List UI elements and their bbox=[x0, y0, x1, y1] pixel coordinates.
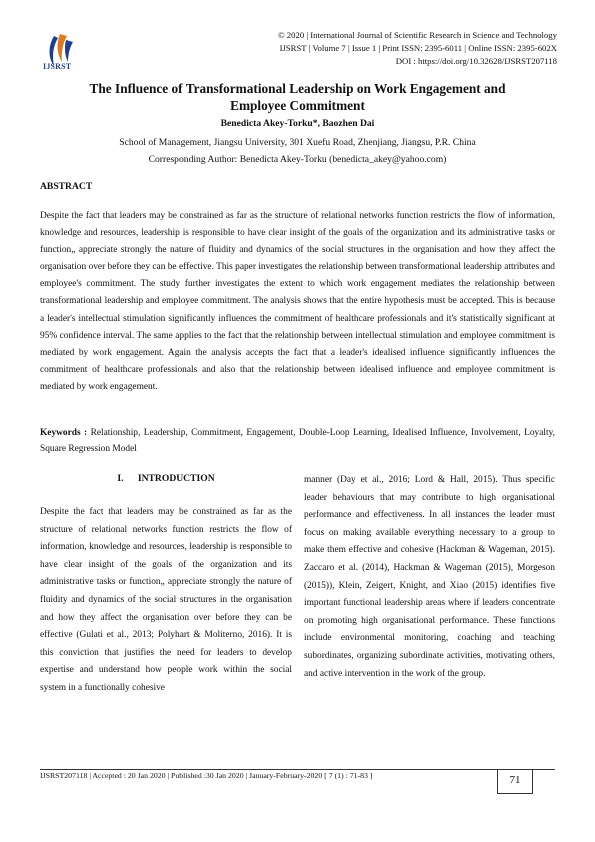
keywords-label: Keywords : bbox=[40, 428, 88, 438]
authors: Benedicta Akey-Torku*, Baozhen Dai bbox=[220, 118, 375, 129]
logo-text: IJSRST bbox=[43, 62, 72, 71]
keywords bbox=[40, 425, 555, 457]
intro-paragraph-left: Despite the fact that leaders may be constrained as far as the structure of relational networks function restricts the flow of information, knowledge and resources, leadership is responsible to have clear insight of the goals of the organization and its administrative tasks or function„ appreciate strongly the nature of fluidity and dynamics of the social structures in the organisation and how they affect the organisation over before they can be effective (Gulati et al., 2013; Polyhart & Moliterno, 2016). It is this conviction that justifies the need for leaders to develop expertise and understand how people work within the social system in a functionally cohesive bbox=[40, 507, 292, 693]
left-column bbox=[40, 472, 292, 698]
intro-paragraph-right: manner (Day et al., 2016; Lord & Hall, 2015). Thus specific leader behaviours that may contribute to high organisational performance and effectiveness. In all instances the leader must focus on making available everything necessary to a group to make them effective and cohesive (Hackman & Wageman, 2015). Zaccaro et al. (2014), Hackman & Wageman (2015), Morgeson (2015)), Klein, Zeigert, Knight, and Xiao (2015) identifies five important functional leadership areas where if leaders concentrate on promoting high organisational performance. These functions include environmental monitoring, coaching and teaching subordinates, organizing subordinate activities, motivating others, and active intervention in the work of the group. bbox=[304, 475, 555, 679]
issn-line: IJSRST | Volume 7 | Issue 1 | Print ISSN: 2395-6011 | Online ISSN: 2395-602X bbox=[279, 43, 557, 53]
paper-title bbox=[40, 80, 555, 114]
title-line-1: The Influence of Transformational Leadership on Work Engagement and bbox=[89, 81, 506, 96]
footer-citation: IJSRST207118 | Accepted : 20 Jan 2020 | Published :30 Jan 2020 | January-February-2020 [ 7 (1) : 71-83 ] bbox=[40, 771, 373, 780]
right-column bbox=[304, 472, 555, 683]
affiliation-block bbox=[40, 134, 555, 168]
title-line-2: Employee Commitment bbox=[230, 98, 365, 113]
abstract-text: Despite the fact that leaders may be constrained as far as the structure of relational networks function restricts the flow of information, knowledge and resources, leadership is responsible to have clear insight of the goals of the organization and its administrative tasks or function„ appreciate strongly the nature of fluidity and dynamics of the social structures in the organisation and how they affect the organisation over before they can be effective. This paper investigates the relationship between transformational leadership attributes and employee's commitment. The study further investigates the extent to which work engagement mediates the relationship between transformational leadership and employee commitment. The analysis shows that the entire hypothesis must be accepted. This is because a leader's intellectual stimulation significantly influences the commitment of healthcare professionals and it's statistically significant at 95% confidence interval. The same applies to the fact that the relationship between intellectual stimulation and employee commitment is mediated by work engagement. Again the analysis accepts the fact that a leader's idealised influence significantly influences the commitment of healthcare professionals and also that the relationship between idealised influence and employee commitment is mediated by work engagement. bbox=[40, 211, 555, 392]
journal-header bbox=[278, 29, 557, 68]
copyright-line: © 2020 | International Journal of Scientific Research in Science and Technology bbox=[278, 30, 557, 40]
abstract-heading: ABSTRACT bbox=[40, 181, 93, 192]
footer-divider bbox=[40, 769, 555, 770]
keywords-text: Relationship, Leadership, Commitment, Engagement, Double-Loop Learning, Idealised Influence, Involvement, Loyalty, Square Regression Model bbox=[40, 428, 556, 454]
section-heading-introduction: I. INTRODUCTION bbox=[117, 473, 215, 484]
corresponding-author: Corresponding Author: Benedicta Akey-Torku (benedicta_akey@yahoo.com) bbox=[148, 154, 447, 165]
doi-line: DOI : https://doi.org/10.32628/IJSRST207118 bbox=[395, 56, 557, 66]
affiliation: School of Management, Jiangsu University, 301 Xuefu Road, Zhenjiang, Jiangsu, P.R. China bbox=[119, 137, 476, 148]
page-number: 71 bbox=[509, 774, 521, 786]
